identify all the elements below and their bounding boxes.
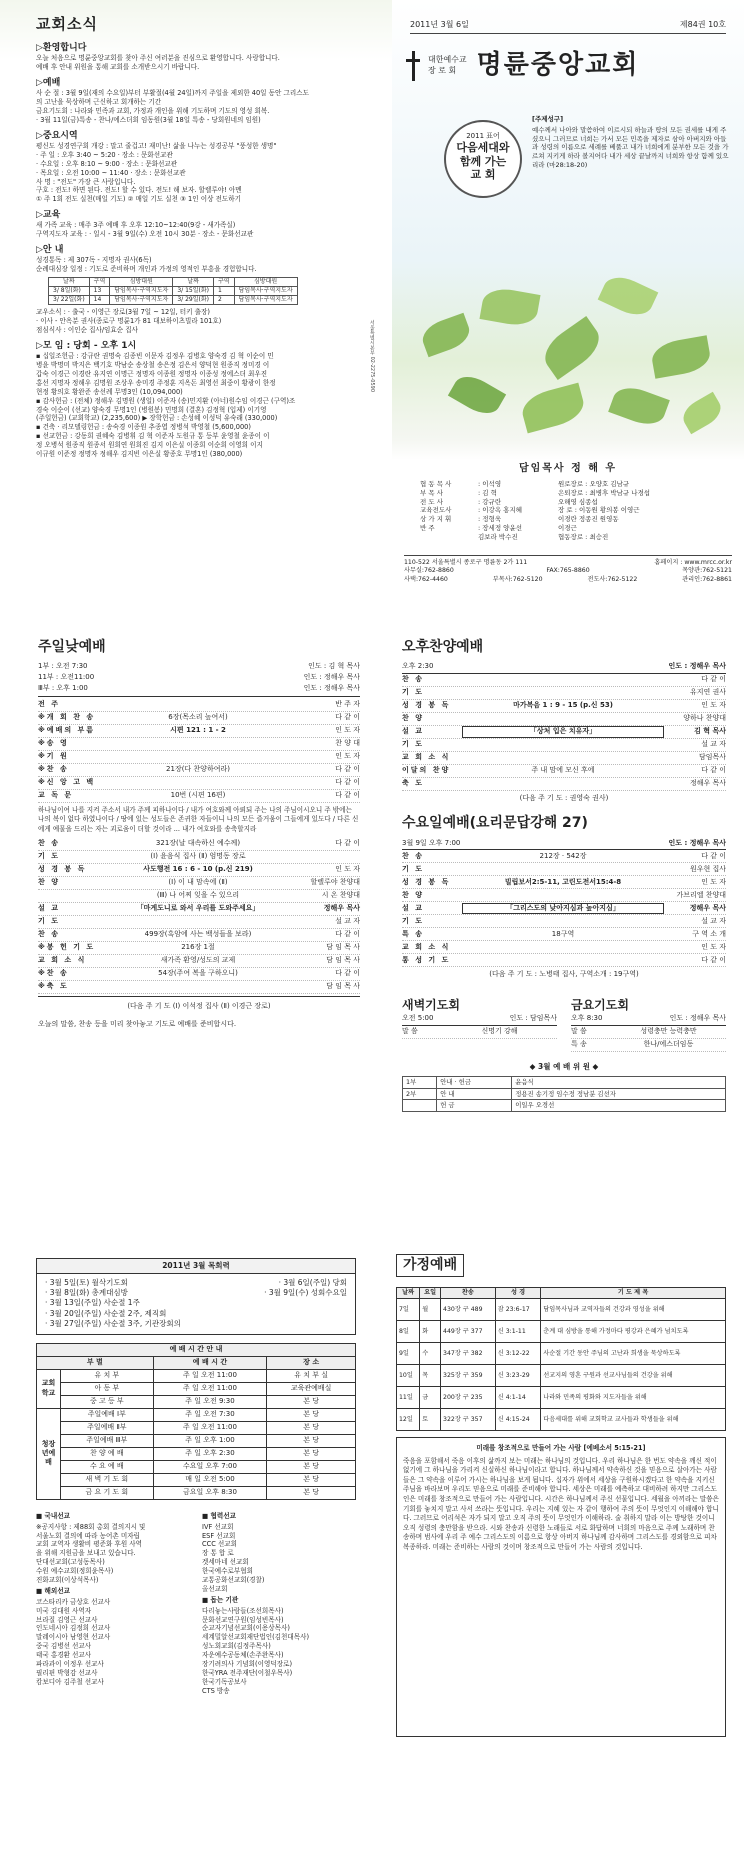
staff-role: 부 목 사	[420, 488, 443, 497]
table-cell: 3/ 22일(화)	[49, 296, 90, 305]
theme-verse	[532, 115, 732, 170]
order-row: ※개 회 찬 송 6장(목소리 높여서) 다 같 이	[38, 712, 360, 725]
phone: 사택:762-4460	[404, 575, 448, 583]
list-item: 진화교회(이상석목사)	[36, 1575, 99, 1584]
order-row: 찬 송 499장(흑암에 사는 백성들을 보라) 다 같 이	[38, 929, 360, 942]
table-header: 성 경	[495, 1287, 540, 1298]
news-title: 교회소식	[36, 15, 98, 33]
order-row: 교 회 소 식 인 도 자	[402, 941, 726, 954]
text-line: · 3월 11일(금)특송 - 찬나/에스더회 임동원(3월 18일 특송 - 당회원네의 임원)	[36, 115, 261, 124]
table-cell: 13	[89, 287, 110, 296]
wednesday-service-title: 수요일예배(요리문답강해 27)	[402, 815, 588, 832]
support-org-heading: ■ 돕는 기관	[202, 1595, 239, 1604]
gathering-heading: ▷모 임 : 당회 - 오후 1시	[36, 341, 137, 352]
info-heading: ▷안 내	[36, 245, 64, 256]
text-line: ① 주 1회 전도 실천(매일 기도) ② 매일 기도 실천 ③ 1인 이상 전도하기	[36, 195, 242, 204]
list-item: 한국YRA 전주재단(이철우목사)	[202, 1668, 293, 1677]
wednesday-next-note: (다음 주 기 도 : 노병태 집사, 구역소개 : 19구역)	[489, 970, 639, 979]
table-header: 장 소	[267, 1356, 356, 1369]
text-line: 새 가족 교육 : 매주 3주 예배 후 오후 12:10~12:40(9강 - 새가족실)	[36, 221, 236, 230]
text-line: 구호 : 전도! 하면 된다. 전도! 할 수 있다. 전도! 해 보자. 할렐루야! 아멘	[36, 186, 242, 195]
table-row: 8일 화 449장 구 377 신 3:1-11 춘계 대 심방을 통해 가정마다 평강과 은혜가 넘치도록	[397, 1321, 726, 1343]
table-row: 찬 양 예 배 주 일 오후 2:30 본 당	[37, 1447, 356, 1460]
list-item: 한국기독공보사	[202, 1677, 247, 1686]
order-row: 성 경 봉 독 빌립보서2:5-11, 고린도전서15:4-8 인 도 자	[402, 876, 726, 889]
afternoon-order	[402, 674, 726, 791]
family-worship-table	[396, 1287, 726, 1431]
table-row: 9일 수 347장 구 382 신 3:12-22 사순절 기간 동안 주님의 고난과 희생을 묵상하도록	[397, 1343, 726, 1365]
table-header: 부 별	[37, 1356, 154, 1369]
time-row	[38, 672, 360, 683]
theme-title: [주제성구]	[532, 115, 564, 123]
table-cell: 3/ 15일(화)	[173, 287, 214, 296]
schedule-panel	[0, 1240, 372, 1854]
staff-elders: 협동장로 : 최승진	[558, 532, 609, 541]
phone: 목양관:762-5121	[682, 567, 732, 575]
staff-row	[420, 515, 726, 524]
order-row: 전 주 반 주 자	[38, 699, 360, 712]
motto-line: 다음세대와	[456, 141, 510, 155]
table-header: 날짜	[173, 278, 214, 287]
list-item: 캄보디아 김주철 선교사	[36, 1677, 104, 1686]
order-row: 기 도 원우현 집사	[402, 863, 726, 876]
staff-role: 교육전도사	[420, 506, 452, 515]
table-row: 12일 토 322장 구 357 신 4:15-24 다음세대를 위해 교회학교 교사들과 학생들을 위해	[397, 1409, 726, 1431]
welcome-heading: ▷환영합니다	[36, 43, 87, 54]
order-row: 특 송 18구역 구 역 소 개	[402, 928, 726, 941]
staff-elders: 원로장로 : 오양호 김남규	[558, 480, 630, 488]
table-row: 7일 월 430장 구 489 잠 23:6-17 담임목사님과 교역자들의 건강과 영성을 위해	[397, 1299, 726, 1321]
table-header: 날짜	[49, 278, 90, 287]
denomination	[428, 55, 467, 76]
phone: 전도사:762-5122	[587, 575, 638, 583]
list-item: 태국 홍경환 선교사	[36, 1651, 92, 1660]
table-row: 아 동 부 주 일 오전 11:00 교육관예배실	[37, 1382, 356, 1395]
staff-name: : 정형욱	[478, 515, 502, 524]
list-item: 브라질 김영근 선교사	[36, 1615, 98, 1624]
list-item: 자운예수공동체(손주완목사)	[202, 1651, 284, 1660]
issue-number: 제84권 10호	[679, 20, 726, 29]
cross-icon	[406, 51, 420, 81]
table-cell: 담임목사·구역지도자	[234, 296, 297, 305]
order-row: 기 도 유지연 권사	[402, 687, 726, 700]
sunday-service-panel	[0, 628, 372, 1234]
list-item: CCC 선교회	[202, 1540, 238, 1549]
family-worship-title: 가정예배	[396, 1254, 464, 1277]
phone-row	[404, 576, 732, 584]
leader: 인도 : 정해우 목사	[668, 662, 726, 671]
table-cell: 2	[213, 296, 234, 305]
phone-row	[404, 567, 732, 575]
order-row: 설 교 「상처 입은 치유자」 김 혁 목사	[402, 726, 726, 739]
staff-row	[420, 533, 726, 542]
order-row: 기 도 설 교 자	[402, 915, 726, 928]
order-row: ※기 원 인 도 자	[38, 751, 360, 764]
times-table-title: 예 배 시 간 안 내	[37, 1343, 356, 1356]
table-row: 11일 금 200장 구 235 신 4:1-14 나라와 민족의 평화와 지도자들을 위해	[397, 1387, 726, 1409]
staff-row	[420, 489, 726, 498]
family-worship-panel	[372, 1240, 744, 1854]
text-line: 점심식사 : 이인순 집사/임효순 집사	[36, 326, 139, 335]
divider	[38, 696, 360, 697]
table-row: 교회학교 유 치 부 주 일 오전 11:00 유 치 부 실	[37, 1369, 356, 1382]
service-time-row	[402, 1013, 557, 1026]
list-item: 수원 예수교회(정희윤목사)	[36, 1567, 114, 1576]
event-lines	[36, 142, 380, 204]
motto-line: 함께 가는	[459, 154, 507, 168]
text-line: (주일헌금) (교회학교) (2,235,600) ▶ 장학헌금 : 손성혜 이성덕 유숙래 (330,000)	[36, 414, 278, 423]
order-row: ※송 영 찬 양 대	[38, 738, 360, 751]
table-cell: 담임목사·구역지도자	[110, 296, 173, 305]
leader: 인도 : 담임목사	[509, 1014, 557, 1023]
order-row: ※찬 송 54장(주여 복을 구하오니) 다 같 이	[38, 968, 360, 981]
afternoon-service-title: 오후찬양예배	[402, 639, 484, 655]
leader: 인도 : 정해우 목사	[669, 1014, 726, 1023]
text-line: · 이사 - 안옥분 권사(종로구 명륜1가 81 대보하이츠빌라 101호)	[36, 317, 222, 326]
senior-pastor: 담임목사 정 해 우	[518, 463, 618, 474]
worship-lines	[36, 89, 380, 125]
staff-elders: 장 로 : 이동원 황의봉 이영근	[558, 506, 640, 515]
leader: 인도 : 정해우 목사	[303, 683, 360, 692]
friday-prayer	[571, 997, 726, 1052]
text-line: 정 오병석 원종직 원종서 원희연 원희진 김지 이은실 이종희 이순희 이영희 이지	[36, 441, 263, 450]
denomination-line: 대한예수교	[428, 55, 467, 65]
calendar-row: · 3월 27일(주일) 사순절 3주, 기관장회의	[45, 1318, 181, 1328]
staff-name: : 강규란	[478, 497, 502, 506]
text-line: · 목요일 : 오전 10:00 ~ 11:40 · 장소 : 문화선교관	[36, 168, 186, 177]
table-cell: 담임목사·구역지도자	[234, 287, 297, 296]
news-panel	[0, 0, 392, 612]
table-row: 1부 안내 · 헌금 윤음식	[403, 1076, 726, 1088]
table-header: 구역	[89, 278, 110, 287]
cover-header	[410, 20, 726, 34]
theme-text: 예수께서 나아와 말씀하여 이르시되 하늘과 땅의 모든 권세를 내게 주셨으니 그러므로 너희는 가서 모든 민족을 제자로 삼아 아버지와 아들과 성령의 이름으로 세례를 베풀고 내가 너희에게 분부한 모든 것을 가르쳐 지키게 하라 볼지어다 내가 세상 끝날까지 너희와 항상 함께 있으리라 (마28:18-20)	[532, 125, 729, 169]
order-row: ※예배의 부름 시편 121 : 1 - 2 인 도 자	[38, 725, 360, 738]
order-row: 말 씀 성령충만 능력충만	[571, 1026, 726, 1039]
offering-lines	[36, 352, 380, 459]
divider	[38, 996, 360, 997]
list-item: 미국 김대원 사역자	[36, 1606, 92, 1615]
visit-schedule-table	[48, 277, 298, 305]
text-line: 사 순 절 : 3월 9일(재의 수요일)부터 부활절(4월 24일)까지 주일을 제외한 40일 동안 그리스도	[36, 89, 309, 98]
order-row: 기 도 (Ⅰ) 윤음식 집사 (Ⅱ) 엄명동 장로	[38, 851, 360, 864]
table-header: 요일	[420, 1287, 441, 1298]
table-header: 심방대원	[234, 278, 297, 287]
staff-name: 김보라 박수진	[478, 532, 518, 541]
table-header: 찬송	[441, 1287, 496, 1298]
list-item: 올선교회	[202, 1584, 228, 1593]
table-cell: 담임목사·구역지도자	[110, 287, 173, 296]
order-row: 특 송 한나/에스더임동	[571, 1039, 726, 1052]
calendar-row: · 3월 13일(주일) 사순절 1주	[45, 1298, 140, 1308]
text-line: 병윤 박명미 박지은 백기호 박남순 송상철 송은정 김은서 양덕현 원종직 정미경 이	[36, 361, 270, 370]
church-name: 명륜중앙교회	[476, 50, 640, 80]
text-line: 성경통독 : 제 307독 - 지명자 권사(6독)	[36, 256, 152, 265]
order-row: 성 경 봉 독 마가복음 1 : 9 - 15 (p.신 53) 인 도 자	[402, 700, 726, 713]
table-row	[49, 296, 298, 305]
text-line: 현정 황의호 황완준 송선례 무명3인 (10,094,000)	[36, 387, 183, 396]
order-row: 찬 양 양하나 찬양대	[402, 713, 726, 726]
responsive-reading: 하나님이여 나를 지켜 주소서 내가 주께 피하나이다 / 내가 여호와께 아뢰되 주는 나의 주님이시오니 주 밖에는 나의 복이 없다 하였나이다 / 땅에 있는 성도들은 존귀한 자들이니 나의 모든 즐거움이 그들에게 있도다 / 다른 신에게 예물을 드리는 자는 괴로움이 더할 것이라 ... 내가 여호와를 송축할지라	[38, 805, 359, 833]
partner-mission-heading: ■ 협력선교	[202, 1511, 237, 1520]
list-item: 파라과이 이정우 선교사	[36, 1660, 104, 1668]
sunday-service-title: 주일낮예배	[38, 639, 106, 655]
time: 오전 5:00	[402, 1014, 434, 1023]
wednesday-order	[402, 850, 726, 967]
order-row: ※봉 헌 기 도 216장 1절 담 임 목 사	[38, 942, 360, 955]
service-times	[38, 661, 360, 694]
list-item: 순교자기념선교회(이용상목사)	[202, 1624, 290, 1633]
table-row: 10일 목 325장 구 359 신 3:23-29 선교지의 영혼 구원과 선교사님들의 건강을 위해	[397, 1365, 726, 1387]
order-row: 찬 양 가브리엘 찬양대	[402, 889, 726, 902]
service-times-table	[36, 1343, 356, 1500]
usher-table	[402, 1076, 726, 1112]
table-row: 헌 금 이일우 오경선	[403, 1100, 726, 1112]
text-line: 교우소식 : · 출국 - 이영근 장로(3월 7일 ~ 12일, 터키 출장)	[36, 308, 210, 317]
cover-panel	[392, 0, 744, 612]
order-row: 교 회 소 식 새가족 환영/성도의 교제 담 임 목 사	[38, 955, 360, 968]
domestic-mission-heading: ■ 국내선교	[36, 1511, 71, 1520]
leaves-illustration	[412, 260, 732, 450]
order-row: 기 도 설 교 자	[402, 739, 726, 752]
devotional-text: 죽음을 포함해서 죽음 이후의 삶까지 보는 미래는 하나님의 것입니다. 우리 하나님은 한 번도 약속을 깨신 적이 없기에 그 하나님을 가리켜 신실하신 하나님이라고 합니다. 하나님께서 약속하신 것을 믿음으로 살아가는 사람들은 그 약속을 이루어 가시는 하나님을 보게 됩니다. 십자가 위에서 세상을 구원하시겠다고 한 약속을 지키신 주님을 바라보며 우리도 믿음으로 미래를 준비해야 합니다. 세상은 미래를 예측하고 대비하려 하지만 그리스도인은 미래를 창조적으로 만들어 가는 사람입니다. 시간은 하나님께서 주신 선물입니다. 세월을 아끼라는 말씀은 기회를 놓치지 말고 사서 쓰라는 뜻입니다. 우리는 지혜 있는 자 같이 행하여 주의 뜻이 무엇인지 이해해야 합니다. 그러므로 어리석은 자가 되지 말고 오직 주의 뜻이 무엇인가 이해하라. 술 취하지 말라 이는 방탕한 것이니 오직 성령의 충만함을 받으라. 시와 찬송과 신령한 노래들로 서로 화답하며 너희의 마음으로 주께 노래하며 찬송하며 범사에 우리 주 예수 그리스도의 이름으로 항상 아버지 하나님께 감사하며 그리스도를 경외함으로 피차 복종하라. 미래는 준비하는 사람의 것이며 창조적으로 만들어 가는 사람의 것입니다.	[403, 1456, 719, 1551]
text-line: 의 고난을 묵상하며 근신하고 회개하는 기간	[36, 98, 162, 107]
leader: 인도 : 정해우 목사	[303, 672, 360, 681]
table-row: 주일예배 Ⅱ부 주 일 오전 11:00 본 당	[37, 1421, 356, 1434]
order-row: 말 씀 신명기 강해	[402, 1026, 557, 1039]
order-row: 찬 송 321장(날 대속하신 예수께) 다 같 이	[38, 838, 360, 851]
leader: 인도 : 정해우 목사	[668, 838, 726, 847]
time: 1부 : 오전 7:30	[38, 661, 88, 670]
friday-prayer-title: 금요기도회	[571, 997, 629, 1012]
phone: 부목사:762-5120	[492, 575, 543, 583]
afternoon-next-note: (다음 주 기 도 : 권영숙 권사)	[519, 793, 609, 802]
time: 오후 2:30	[402, 662, 434, 671]
table-cell: 3/ 8일(화)	[49, 287, 90, 296]
list-item: IVF 선교회	[202, 1522, 234, 1531]
list-item: 필리핀 박형감 선교사	[36, 1668, 98, 1677]
text-line: 경숙 이순이 (선교) 양숙경 무명1인 (병원봉) 민명희 (결혼) 김정혁 (입제) 이기영	[36, 405, 267, 414]
order-row: 통 성 기 도 다 같 이	[402, 954, 726, 967]
phone: FAX:765-8860	[546, 567, 590, 575]
order-row: 찬 양 (Ⅰ) 이 내 맘속에 (Ⅱ) 할렐루야 찬양대	[38, 877, 360, 890]
table-row: 금 요 기 도 회 금요일 오후 8:30 본 당	[37, 1486, 356, 1499]
list-item: 다리놓는사람들(조선희목사)	[202, 1606, 284, 1615]
text-line: · 주 일 : 오후 3:40 ~ 5:20 · 장소 : 문화선교관	[36, 150, 173, 159]
list-item: 성노회교회(김정주목사)	[202, 1642, 271, 1651]
table-cell: 3/ 29일(화)	[173, 296, 214, 305]
table-header: 기 도 제 목	[541, 1287, 726, 1298]
prayer-meetings	[402, 997, 726, 1052]
list-item: 장기려의사 기념회(이영덕장로)	[202, 1660, 293, 1668]
order-row: 성 경 봉 독 사도행전 16 : 6 - 10 (p.신 219) 인 도 자	[38, 864, 360, 877]
text-line: 사 명 : "전도" 가장 큰 사랑입니다.	[36, 177, 136, 186]
edu-heading: ▷교육	[36, 210, 61, 221]
dawn-prayer	[402, 997, 557, 1052]
staff-row	[420, 524, 726, 533]
staff-row	[420, 480, 726, 489]
list-item: 장 통 합 로	[202, 1549, 234, 1558]
list-item: ※공지사항 : 제88회 총회 결의지시 및	[36, 1522, 146, 1531]
staff-name: : 이강옥 홍지혜	[478, 506, 522, 515]
table-row: 새 벽 기 도 회 매 일 오전 5:00 본 당	[37, 1473, 356, 1486]
worship-heading: ▷예배	[36, 78, 61, 89]
time: 오후 8:30	[571, 1014, 603, 1023]
welcome-text-2: 예배 후 안내 위원을 통해 교회를 소개받으시기 바랍니다.	[36, 63, 200, 72]
staff-elders: 오해영 심종섭	[558, 497, 598, 506]
order-row: (Ⅲ) 나 어찌 잊을 수 있으리 시 온 찬양대	[38, 890, 360, 903]
missions-section	[36, 1510, 356, 1696]
address: 110-522 서울특별시 종로구 명륜동 2가 111	[404, 559, 528, 566]
denomination-line: 장 로 회	[428, 65, 457, 75]
order-row: 설 교 「그리스도의 낮아지심과 높아지심」 정해우 목사	[402, 902, 726, 915]
staff-role: 반 주	[420, 523, 435, 532]
missions-col	[36, 1510, 190, 1696]
prep-note: 오늘의 말씀, 찬송 등을 미리 찾아놓고 기도로 예배를 준비합시다.	[38, 1019, 237, 1028]
calendar-row: · 3월 20일(주일) 사순절 2주, 제직회	[45, 1308, 167, 1318]
devotional-box	[396, 1437, 726, 1737]
issue-date: 2011년 3월 6일	[410, 20, 469, 29]
pastoral-calendar	[36, 1258, 356, 1335]
dawn-prayer-title: 새벽기도회	[402, 997, 460, 1012]
order-row: 찬 송 212장 · 542장 다 같 이	[402, 850, 726, 863]
list-item: 겟세마네 선교회	[202, 1558, 249, 1567]
time: 11부 : 오전11:00	[38, 672, 95, 681]
motto-year: 2011 표어	[466, 132, 500, 140]
list-item: 한국예수로부협회	[202, 1567, 253, 1576]
text-line: 평신도 성경연구회 개강 : 말고 줄겁고! 재미난! 삶을 나누는 성경공부 "풍성한 생명"	[36, 142, 277, 151]
phone: 사무실:762-8860	[404, 567, 454, 575]
list-item: 인도네시아 김정희 선교사	[36, 1624, 111, 1633]
service-time-row	[571, 1013, 726, 1026]
table-row: 수 요 예 배 수요일 오후 7:00 본 당	[37, 1460, 356, 1473]
order-row: 축 도 정해우 목사	[402, 778, 726, 791]
next-prayer-note: (다음 주 기 도 (Ⅰ) 이석정 집사 (Ⅱ) 이경근 장로)	[127, 1001, 271, 1010]
text-line: ▪ 건축 · 리모델링헌금 : 송숙경 이종원 추종엽 정병석 박영철 (5,600,000)	[36, 423, 251, 432]
order-row: 기 도 설 교 자	[38, 916, 360, 929]
phone: 관리인:762-8861	[682, 575, 732, 583]
list-item: 교회 교역자 생활비 평준화 후원 사역	[36, 1540, 143, 1549]
text-line: 구역지도자 교육 : · 일시 - 3월 9일(수) 오전 10시 30분 · 장소 - 문화선교관	[36, 230, 254, 239]
list-item: 코스타리카 금상호 선교사	[36, 1597, 111, 1606]
staff-list	[420, 480, 726, 541]
staff-name: : 이석영	[478, 480, 502, 488]
list-item: CTS 방송	[202, 1686, 230, 1695]
text-line: 홍선 지명자 정해우 김명원 조상우 송미경 주정훈 지옥돈 최영선 최중이 황광이 한정	[36, 378, 276, 387]
staff-role: 상 가 지 휘	[420, 515, 452, 524]
time-row	[38, 661, 360, 672]
staff-name: : 장세정 양윤선	[478, 523, 522, 532]
overseas-mission-heading: ■ 해외선교	[36, 1586, 71, 1595]
welcome-text: 오늘 처음으로 명륜중앙교회를 찾아 주신 여러분을 진심으로 환영합니다. 사랑합니다.	[36, 54, 280, 63]
motto-badge	[444, 120, 522, 198]
table-header: 예 배 시 간	[153, 1356, 267, 1369]
other-services-panel	[372, 628, 744, 1234]
order-row: 설 교 「마게도니로 와서 우리를 도와주세요」 정해우 목사	[38, 903, 360, 916]
staff-row	[420, 498, 726, 507]
page-gap	[0, 612, 744, 628]
calendar-row: · 3월 5일(토) 월삭기도회 · 3월 6일(주일) 당회	[45, 1278, 347, 1288]
order-row: 찬 송 다 같 이	[402, 674, 726, 687]
order-row: 이달의 찬양 주 내 맘에 모신 후에 다 같 이	[402, 765, 726, 778]
usher-title: ◆ 3월 예 배 위 원 ◆	[529, 1061, 599, 1071]
table-row: 중 고 등 부 주 일 오전 9:30 본 당	[37, 1395, 356, 1408]
text-line: 이규원 이준정 정명자 정해우 김지빈 이은실 황종호 무명1인 (380,000)	[36, 449, 243, 458]
list-item: 단대선교회(고성동목사)	[36, 1558, 105, 1567]
service-time-row	[402, 661, 726, 674]
table-header: 심방대원	[110, 278, 173, 287]
table-cell: 14	[89, 296, 110, 305]
devotional-title: 미래를 창조적으로 만들어 가는 사람 [에베소서 5:15-21]	[476, 1444, 646, 1453]
order-row: ※찬 송 21장(다 찬양하여라) 다 같 이	[38, 764, 360, 777]
calendar-title: 2011년 3월 목회력	[37, 1259, 355, 1274]
text-line: 갑숙 이경근 이경란 유지연 이명근 정명자 이종원 정명자 이종성 정에스더 최우진	[36, 369, 268, 378]
order-of-service	[38, 699, 360, 803]
text-line: ▪ 십일조헌금 : 강규란 권명숙 김종빈 이문자 김정우 김병호 양숙경 김 혁 이순이 민	[36, 352, 274, 361]
text-line: ▪ 선교헌금 : 강동희 권혜숙 김병휘 김 혁 이준자 도원규 통 등부 윤영철 윤종이 이	[36, 432, 270, 441]
list-item: 문화선교연구원(임성빈목사)	[202, 1615, 284, 1624]
homepage: 홈페이지 : www.mrcc.or.kr	[654, 559, 732, 566]
staff-elders: 이경란 정종진 원영동	[558, 515, 619, 524]
table-row: 주일예배 Ⅲ부 주 일 오후 1:00 본 당	[37, 1434, 356, 1447]
service-time-row	[402, 837, 726, 850]
table-row: 2부 안 내 정용진 송기정 임수정 정남분 김선자	[403, 1088, 726, 1100]
staff-role: 협 동 목 사	[420, 480, 452, 488]
staff-row	[420, 506, 726, 515]
order-row: 교 독 문 10번 (시편 16편) 다 같 이	[38, 790, 360, 803]
event-heading: ▷중요시역	[36, 130, 78, 141]
list-item: 세계밀알선교회재단법인(김천대목사)	[202, 1633, 310, 1642]
list-item: ESF 선교회	[202, 1531, 236, 1540]
table-row: 청장년예배 주일예배 Ⅰ부 주 일 오전 7:30 본 당	[37, 1408, 356, 1421]
order-row: ※축 도 담 임 목 사	[38, 981, 360, 994]
text-line: 순례대심장 일정 : 기도로 준비하며 개인과 가정의 영적인 부흥을 경험합니다.	[36, 265, 257, 274]
time: Ⅲ부 : 오후 1:00	[38, 683, 88, 692]
list-item: 서울노회 결의에 따라 농어촌 미자립	[36, 1531, 140, 1540]
staff-role	[420, 533, 478, 542]
staff-role: 전 도 사	[420, 497, 443, 506]
missions-col	[202, 1510, 356, 1696]
order-row: ※신 앙 고 백 다 같 이	[38, 777, 360, 790]
staff-elders: 이경근	[558, 523, 577, 532]
order-of-service-2	[38, 838, 360, 994]
staff-name: : 김 혁	[478, 488, 497, 497]
text-line: · 수요일 : 오후 8:10 ~ 9:00 · 장소 : 문화선교관	[36, 159, 178, 168]
table-cell: 1	[213, 287, 234, 296]
side-note: 서울특별시본부 02-2275-0590	[368, 320, 375, 393]
table-header: 날짜	[397, 1287, 420, 1298]
time-row	[38, 683, 360, 694]
calendar-row: · 3월 8일(화) 총계대심방 · 3월 9일(수) 성회수요일	[45, 1288, 347, 1298]
table-row	[49, 287, 298, 296]
staff-elders: 은퇴장로 : 최병후 박남규 나경섭	[558, 488, 651, 497]
text-line: 금요기도회 : 나라와 민족과 교회, 가정과 개인을 위해 기도하며 기도의 영성 회복.	[36, 107, 270, 116]
order-row: 교 회 소 식 담임목사	[402, 752, 726, 765]
text-line: ▪ 감사헌금 : (전체) 정해우 김명원 (생일) 이준자 (송)민지환 (아너)원수임 이경근 (구역)조	[36, 396, 296, 405]
list-item: 중국 김병선 선교사	[36, 1642, 92, 1651]
leader: 인도 : 김 혁 목사	[308, 661, 360, 670]
table-header: 구역	[213, 278, 234, 287]
list-item: 을 위해 지원금을 보내고 있습니다.	[36, 1549, 136, 1558]
time: 3월 9일 오후 7:00	[402, 838, 461, 847]
motto-line: 교 회	[470, 167, 496, 181]
page-gap	[0, 1234, 744, 1240]
list-item: 말레이시아 남영현 선교사	[36, 1633, 111, 1642]
list-item: 교통공화선교회(경찰)	[202, 1575, 265, 1584]
church-header	[406, 48, 730, 83]
contact-info	[404, 555, 732, 584]
